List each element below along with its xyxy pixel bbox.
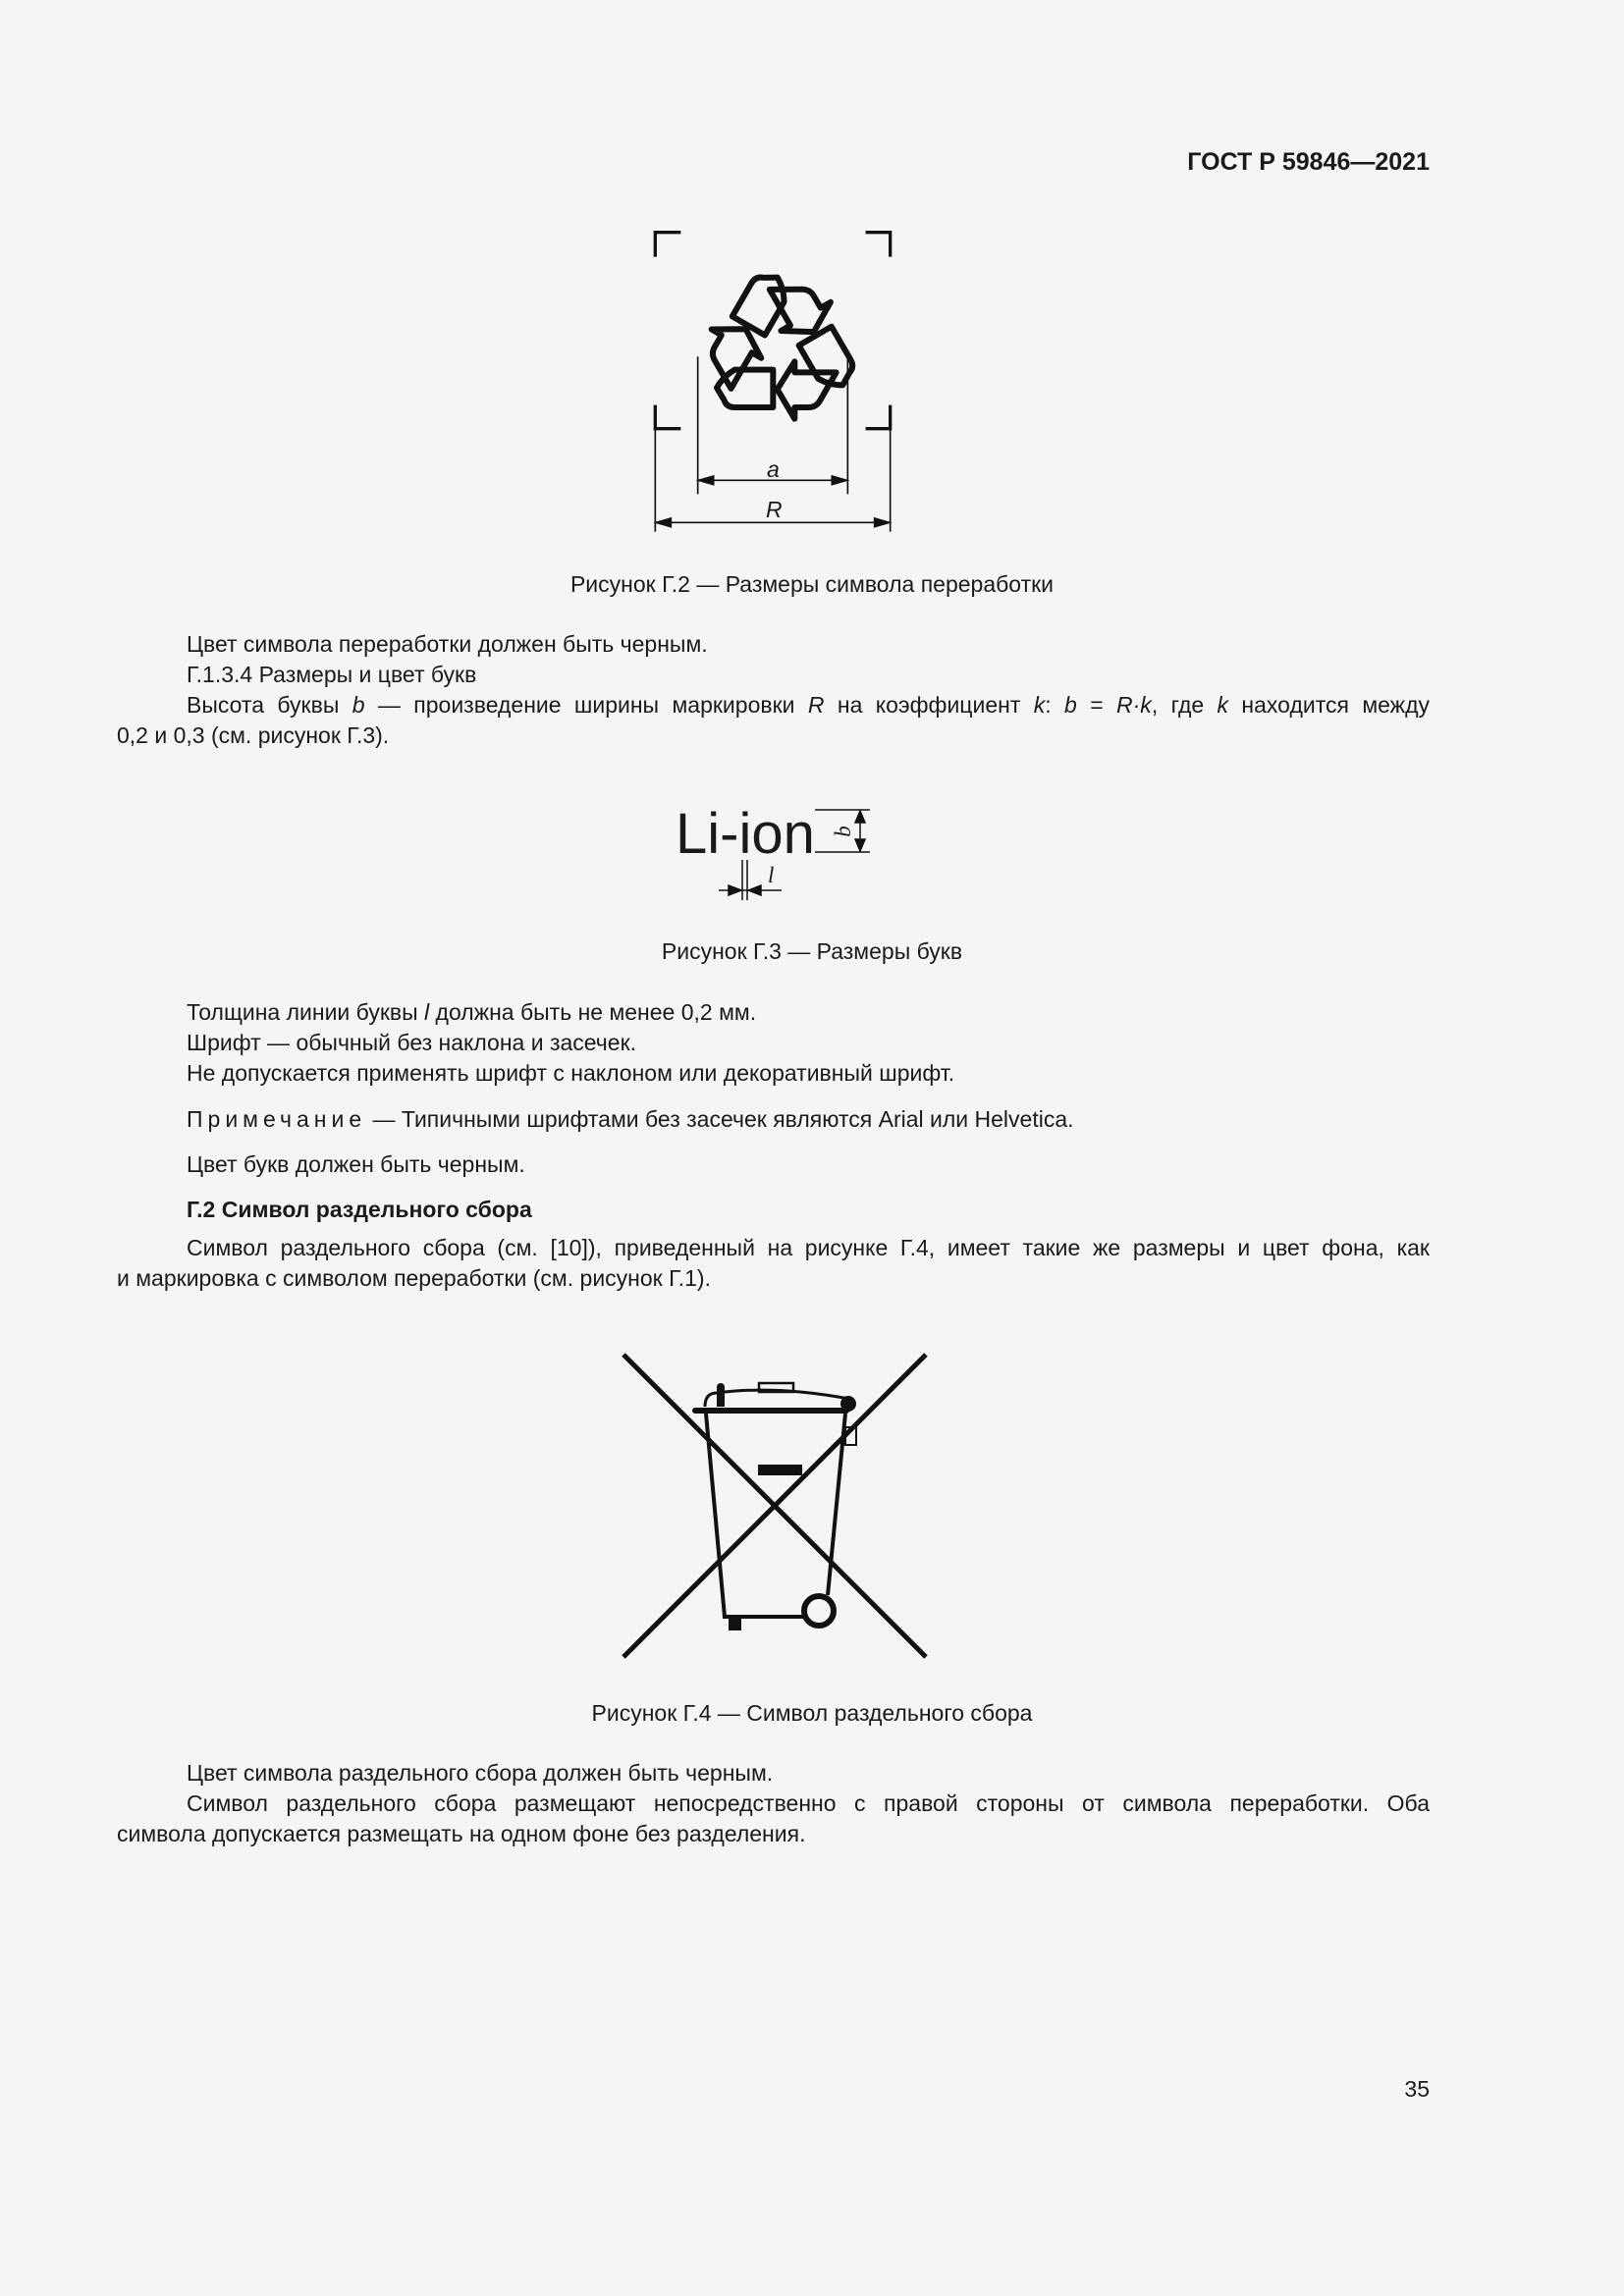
page-number: 35 (1404, 2076, 1430, 2102)
paragraph: 0,2 и 0,3 (см. рисунок Г.3). (117, 722, 390, 748)
paragraph: Символ раздельного сбора размещают непосредственно с правой стороны от символа переработки. Оба (187, 1790, 1430, 1816)
paragraph: Шрифт — обычный без наклона и засечек. (187, 1030, 637, 1055)
recycling-symbol-figure (638, 216, 913, 540)
crossed-bin-icon (619, 1350, 933, 1664)
paragraph: Высота буквы b — произведение ширины маркировки R на коэффициент k: b = R·k, где k находится между (187, 692, 1430, 718)
paragraph: Толщина линии буквы l должна быть не менее 0,2 мм. (187, 999, 757, 1025)
document-id: ГОСТ Р 59846—2021 (1187, 148, 1430, 176)
recycle-icon (691, 262, 870, 419)
paragraph: Не допускается применять шрифт с наклоном или декоративный шрифт. (187, 1060, 955, 1086)
letter-dimensions (648, 785, 903, 913)
note: Примечание — Типичными шрифтами без засечек являются Arial или Helvetica. (187, 1106, 1074, 1132)
paragraph: Символ раздельного сбора (см. [10]), приведенный на рисунке Г.4, имеет такие же размеры и цвет фона, как (187, 1235, 1430, 1260)
dimension-label-b: b (830, 826, 855, 837)
letter-sample: Li-ion (676, 802, 815, 866)
paragraph: Цвет символа переработки должен быть черным. (187, 631, 708, 657)
figure-caption-g4: Рисунок Г.4 — Символ раздельного сбора (591, 1700, 1033, 1726)
dimension-label-r: R (766, 497, 783, 522)
paragraph: и маркировка с символом переработки (см. рисунок Г.1). (117, 1265, 711, 1291)
paragraph: Цвет символа раздельного сбора должен быть черным. (187, 1760, 774, 1786)
section-heading: Г.2 Символ раздельного сбора (187, 1197, 532, 1222)
figure-caption-g2: Рисунок Г.2 — Размеры символа переработки (569, 571, 1055, 597)
figure-caption-g3: Рисунок Г.3 — Размеры букв (661, 938, 963, 964)
dimension-label-l: l (768, 863, 775, 887)
subsection-heading: Г.1.3.4 Размеры и цвет букв (187, 662, 477, 687)
paragraph: Цвет букв должен быть черным. (187, 1151, 525, 1177)
paragraph: символа допускается размещать на одном фоне без разделения. (117, 1821, 806, 1846)
dimension-label-a: a (767, 456, 780, 482)
